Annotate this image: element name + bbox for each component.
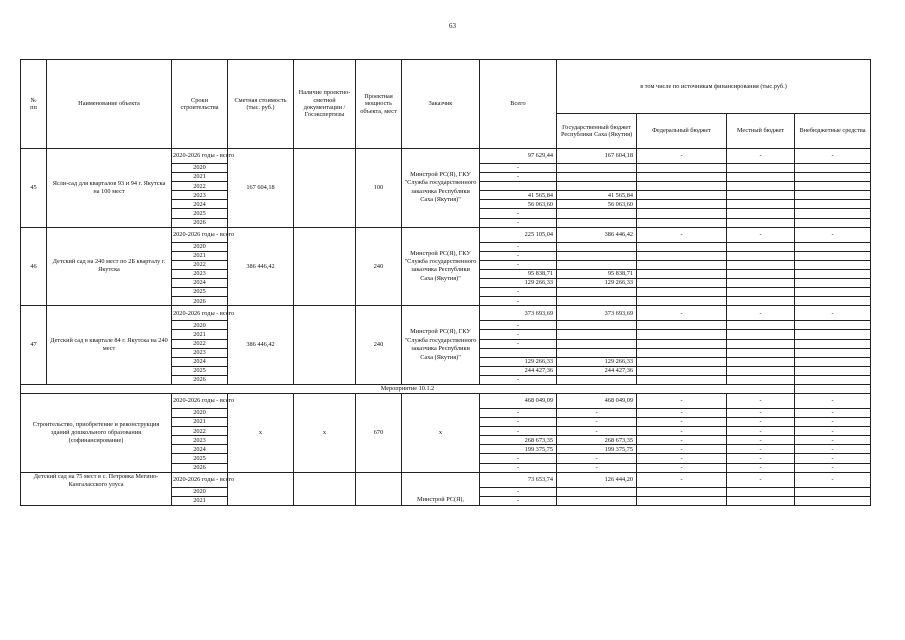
year-cell: 2023 xyxy=(172,436,228,445)
value-cell: - xyxy=(637,408,727,417)
event-cost: x xyxy=(228,393,294,472)
value-cell xyxy=(795,321,871,330)
col-incl: в том числе по источникам финансирования (тыс.руб.) xyxy=(557,60,871,114)
year-cell: 2020-2026 годы - всего xyxy=(172,149,228,164)
year-cell: 2021 xyxy=(172,330,228,339)
col-total: Всего xyxy=(480,60,557,149)
value-cell: 95 838,71 xyxy=(480,269,557,278)
table-header xyxy=(21,60,871,149)
value-cell: 225 105,04 xyxy=(480,227,557,242)
year-cell: 2020 xyxy=(172,487,228,496)
value-cell xyxy=(637,330,727,339)
value-cell xyxy=(637,297,727,306)
value-cell xyxy=(795,375,871,384)
value-cell: - xyxy=(795,393,871,408)
value-cell: - xyxy=(480,496,557,505)
value-cell xyxy=(727,173,795,182)
value-cell xyxy=(727,321,795,330)
value-cell: 244 427,36 xyxy=(480,366,557,375)
value-cell xyxy=(637,279,727,288)
value-cell: - xyxy=(727,418,795,427)
value-cell xyxy=(727,182,795,191)
year-cell: 2024 xyxy=(172,279,228,288)
value-cell xyxy=(795,242,871,251)
value-cell: - xyxy=(637,149,727,164)
object-number: 45 xyxy=(21,149,47,228)
value-cell: - xyxy=(795,472,871,487)
year-cell: 2021 xyxy=(172,251,228,260)
value-cell xyxy=(795,366,871,375)
value-cell: - xyxy=(795,408,871,417)
value-cell xyxy=(727,330,795,339)
value-cell: - xyxy=(727,472,795,487)
value-cell xyxy=(557,496,637,505)
value-cell: 129 266,33 xyxy=(480,357,557,366)
value-cell xyxy=(727,251,795,260)
value-cell xyxy=(637,348,727,357)
col-num: № пп xyxy=(21,60,47,149)
value-cell xyxy=(795,218,871,227)
year-cell: 2021 xyxy=(172,496,228,505)
year-cell: 2020-2026 годы - всего xyxy=(172,472,228,487)
year-cell: 2020 xyxy=(172,408,228,417)
value-cell xyxy=(637,366,727,375)
value-cell: - xyxy=(480,173,557,182)
value-cell xyxy=(637,375,727,384)
value-cell xyxy=(637,269,727,278)
value-cell: - xyxy=(727,393,795,408)
value-cell: - xyxy=(795,149,871,164)
value-cell xyxy=(795,164,871,173)
year-cell: 2025 xyxy=(172,209,228,218)
year-cell: 2025 xyxy=(172,366,228,375)
value-cell: 41 565,84 xyxy=(480,191,557,200)
value-cell: - xyxy=(727,445,795,454)
value-cell xyxy=(637,288,727,297)
value-cell: - xyxy=(727,427,795,436)
year-cell: 2020 xyxy=(172,164,228,173)
value-cell xyxy=(637,173,727,182)
value-cell xyxy=(795,200,871,209)
value-cell: - xyxy=(727,306,795,321)
object-customer: Минстрой РС(Я), xyxy=(402,472,480,505)
value-cell xyxy=(557,173,637,182)
table-row xyxy=(21,472,871,487)
value-cell: - xyxy=(557,418,637,427)
value-cell: - xyxy=(637,306,727,321)
value-cell: 386 446,42 xyxy=(557,227,637,242)
value-cell: 129 266,33 xyxy=(557,357,637,366)
year-cell: 2021 xyxy=(172,418,228,427)
value-cell: - xyxy=(480,487,557,496)
value-cell xyxy=(727,375,795,384)
year-cell: 2020-2026 годы - всего xyxy=(172,227,228,242)
event-capacity: 670 xyxy=(356,393,402,472)
object-customer: Минстрой РС(Я), ГКУ "Служба государственного заказчика Республики Саха (Якутия)" xyxy=(402,149,480,228)
value-cell: - xyxy=(480,375,557,384)
value-cell: - xyxy=(795,306,871,321)
value-cell: - xyxy=(480,218,557,227)
object-cost: 386 446,42 xyxy=(228,306,294,385)
year-cell: 2022 xyxy=(172,427,228,436)
value-cell: 244 427,36 xyxy=(557,366,637,375)
col-period: Сроки строительства xyxy=(172,60,228,149)
year-cell: 2026 xyxy=(172,297,228,306)
value-cell: - xyxy=(795,418,871,427)
value-cell: - xyxy=(795,427,871,436)
value-cell: - xyxy=(480,463,557,472)
value-cell xyxy=(795,251,871,260)
value-cell xyxy=(557,330,637,339)
table-row xyxy=(21,149,871,164)
value-cell: 126 444,20 xyxy=(557,472,637,487)
value-cell xyxy=(795,288,871,297)
object-name: Ясли-сад для кварталов 93 и 94 г. Якутска на 100 мест xyxy=(47,149,172,228)
value-cell xyxy=(795,357,871,366)
col-customer: Заказчик xyxy=(402,60,480,149)
value-cell xyxy=(557,260,637,269)
year-cell: 2025 xyxy=(172,288,228,297)
year-cell: 2024 xyxy=(172,200,228,209)
value-cell xyxy=(727,357,795,366)
value-cell xyxy=(795,487,871,496)
value-cell xyxy=(727,487,795,496)
value-cell: - xyxy=(637,463,727,472)
value-cell: - xyxy=(795,454,871,463)
col-state: Государственный бюджет Республики Саха (Якутия) xyxy=(557,114,637,149)
year-cell: 2020-2026 годы - всего xyxy=(172,306,228,321)
value-cell xyxy=(637,260,727,269)
value-cell xyxy=(727,269,795,278)
year-cell: 2023 xyxy=(172,348,228,357)
page-number: 63 xyxy=(449,22,456,30)
value-cell: - xyxy=(727,408,795,417)
value-cell xyxy=(637,182,727,191)
value-cell xyxy=(637,209,727,218)
table-row xyxy=(21,393,871,408)
value-cell xyxy=(557,218,637,227)
value-cell: - xyxy=(795,463,871,472)
object-capacity: 100 xyxy=(356,149,402,228)
value-cell: - xyxy=(637,472,727,487)
col-capacity: Проектная мощность объекта, мест xyxy=(356,60,402,149)
value-cell: - xyxy=(480,260,557,269)
value-cell xyxy=(727,209,795,218)
value-cell xyxy=(637,357,727,366)
event-name: Строительство, приобретение и реконструкция зданий дошкольного образования (софинансирование) xyxy=(21,393,172,472)
object-name: Детский сад на 75 мест в с. Петровка Мегино-Кангаласского улуса xyxy=(21,472,172,505)
value-cell: - xyxy=(795,436,871,445)
value-cell: - xyxy=(480,454,557,463)
value-cell: - xyxy=(480,209,557,218)
object-capacity xyxy=(356,472,402,505)
value-cell: 97 629,44 xyxy=(480,149,557,164)
year-cell: 2023 xyxy=(172,191,228,200)
object-name: Детский сад на 240 мест по 2Б кварталу г. Якутска xyxy=(47,227,172,306)
value-cell xyxy=(557,339,637,348)
value-cell: - xyxy=(480,242,557,251)
value-cell xyxy=(795,348,871,357)
value-cell xyxy=(557,487,637,496)
value-cell: - xyxy=(727,227,795,242)
object-number: 47 xyxy=(21,306,47,385)
event-title-spacer xyxy=(795,384,871,393)
year-cell: 2026 xyxy=(172,218,228,227)
event-row xyxy=(21,384,871,393)
value-cell: 468 049,09 xyxy=(480,393,557,408)
year-cell: 2022 xyxy=(172,339,228,348)
value-cell: 268 673,35 xyxy=(480,436,557,445)
value-cell: - xyxy=(637,445,727,454)
value-cell xyxy=(637,339,727,348)
value-cell: - xyxy=(637,418,727,427)
value-cell xyxy=(637,200,727,209)
value-cell: - xyxy=(480,427,557,436)
value-cell: 199 375,75 xyxy=(557,445,637,454)
value-cell xyxy=(795,297,871,306)
value-cell xyxy=(637,218,727,227)
value-cell xyxy=(727,260,795,269)
value-cell: - xyxy=(727,436,795,445)
col-design: Наличие проектно-сметной документации /Госэкспертизы xyxy=(294,60,356,149)
value-cell xyxy=(637,242,727,251)
value-cell: - xyxy=(637,454,727,463)
value-cell: 373 693,69 xyxy=(557,306,637,321)
value-cell xyxy=(637,251,727,260)
event-design: x xyxy=(294,393,356,472)
value-cell xyxy=(557,182,637,191)
value-cell: - xyxy=(727,149,795,164)
value-cell xyxy=(795,269,871,278)
value-cell xyxy=(637,496,727,505)
value-cell xyxy=(637,164,727,173)
value-cell xyxy=(727,218,795,227)
value-cell xyxy=(727,200,795,209)
event-customer: x xyxy=(402,393,480,472)
value-cell: 373 693,69 xyxy=(480,306,557,321)
value-cell xyxy=(557,288,637,297)
object-cost: 167 604,18 xyxy=(228,149,294,228)
year-cell: 2020-2026 годы - всего xyxy=(172,393,228,408)
value-cell xyxy=(795,339,871,348)
value-cell: 167 604,18 xyxy=(557,149,637,164)
value-cell xyxy=(557,348,637,357)
value-cell: 199 375,75 xyxy=(480,445,557,454)
value-cell: - xyxy=(795,227,871,242)
object-design xyxy=(294,472,356,505)
object-customer: Минстрой РС(Я), ГКУ "Служба государственного заказчика Республики Саха (Якутия)" xyxy=(402,306,480,385)
value-cell: - xyxy=(480,164,557,173)
year-cell: 2024 xyxy=(172,357,228,366)
value-cell: 129 266,33 xyxy=(480,279,557,288)
object-design xyxy=(294,149,356,228)
value-cell xyxy=(727,496,795,505)
value-cell: 468 049,09 xyxy=(557,393,637,408)
year-cell: 2024 xyxy=(172,445,228,454)
value-cell xyxy=(795,279,871,288)
value-cell xyxy=(557,375,637,384)
value-cell: - xyxy=(480,418,557,427)
value-cell xyxy=(727,242,795,251)
object-cost xyxy=(228,472,294,505)
value-cell: - xyxy=(480,251,557,260)
value-cell xyxy=(727,348,795,357)
value-cell: 73 653,74 xyxy=(480,472,557,487)
value-cell xyxy=(637,487,727,496)
value-cell: 41 565,84 xyxy=(557,191,637,200)
object-design xyxy=(294,227,356,306)
value-cell xyxy=(727,164,795,173)
table-body xyxy=(21,149,871,506)
year-cell: 2026 xyxy=(172,463,228,472)
col-name: Наименование объекта xyxy=(47,60,172,149)
event-title: Мероприятие 10.1.2 xyxy=(21,384,795,393)
value-cell xyxy=(637,191,727,200)
year-cell: 2022 xyxy=(172,182,228,191)
value-cell xyxy=(557,321,637,330)
col-offbudget: Внебюджетные средства xyxy=(795,114,871,149)
year-cell: 2025 xyxy=(172,454,228,463)
value-cell: - xyxy=(637,427,727,436)
value-cell: - xyxy=(795,445,871,454)
value-cell: 56 063,60 xyxy=(480,200,557,209)
year-cell: 2020 xyxy=(172,242,228,251)
value-cell xyxy=(795,209,871,218)
year-cell: 2021 xyxy=(172,173,228,182)
value-cell xyxy=(727,288,795,297)
value-cell xyxy=(727,366,795,375)
year-cell: 2022 xyxy=(172,260,228,269)
value-cell xyxy=(727,191,795,200)
object-name: Детский сад в квартале 84 г. Якутска на 240 мест xyxy=(47,306,172,385)
value-cell: - xyxy=(727,454,795,463)
value-cell xyxy=(795,173,871,182)
col-local: Местный бюджет xyxy=(727,114,795,149)
value-cell: - xyxy=(480,288,557,297)
value-cell xyxy=(795,330,871,339)
value-cell: 268 673,35 xyxy=(557,436,637,445)
value-cell: - xyxy=(727,463,795,472)
value-cell: 95 838,71 xyxy=(557,269,637,278)
value-cell: 129 266,33 xyxy=(557,279,637,288)
value-cell xyxy=(637,321,727,330)
object-capacity: 240 xyxy=(356,227,402,306)
value-cell: - xyxy=(480,330,557,339)
year-cell: 2026 xyxy=(172,375,228,384)
value-cell: - xyxy=(480,297,557,306)
col-cost: Сметная стоимость (тыс. руб.) xyxy=(228,60,294,149)
value-cell xyxy=(557,164,637,173)
financing-table-wrapper xyxy=(20,59,870,506)
value-cell xyxy=(795,260,871,269)
value-cell: - xyxy=(557,427,637,436)
value-cell: - xyxy=(637,436,727,445)
value-cell xyxy=(727,297,795,306)
value-cell: 56 063,60 xyxy=(557,200,637,209)
object-number: 46 xyxy=(21,227,47,306)
value-cell: - xyxy=(557,408,637,417)
value-cell: - xyxy=(637,227,727,242)
object-capacity: 240 xyxy=(356,306,402,385)
value-cell: - xyxy=(480,408,557,417)
object-cost: 386 446,42 xyxy=(228,227,294,306)
value-cell xyxy=(557,251,637,260)
value-cell xyxy=(727,279,795,288)
value-cell: - xyxy=(557,454,637,463)
value-cell xyxy=(795,496,871,505)
value-cell xyxy=(480,348,557,357)
value-cell xyxy=(557,297,637,306)
value-cell xyxy=(795,182,871,191)
object-customer: Минстрой РС(Я), ГКУ "Служба государственного заказчика Республики Саха (Якутия)" xyxy=(402,227,480,306)
year-cell: 2023 xyxy=(172,269,228,278)
value-cell: - xyxy=(480,321,557,330)
value-cell: - xyxy=(480,339,557,348)
year-cell: 2020 xyxy=(172,321,228,330)
table-row xyxy=(21,227,871,242)
financing-table xyxy=(20,59,871,506)
value-cell xyxy=(795,191,871,200)
value-cell xyxy=(557,209,637,218)
value-cell xyxy=(557,242,637,251)
object-design xyxy=(294,306,356,385)
value-cell xyxy=(480,182,557,191)
table-row xyxy=(21,306,871,321)
value-cell xyxy=(727,339,795,348)
value-cell: - xyxy=(637,393,727,408)
col-federal: Федеральный бюджет xyxy=(637,114,727,149)
value-cell: - xyxy=(557,463,637,472)
